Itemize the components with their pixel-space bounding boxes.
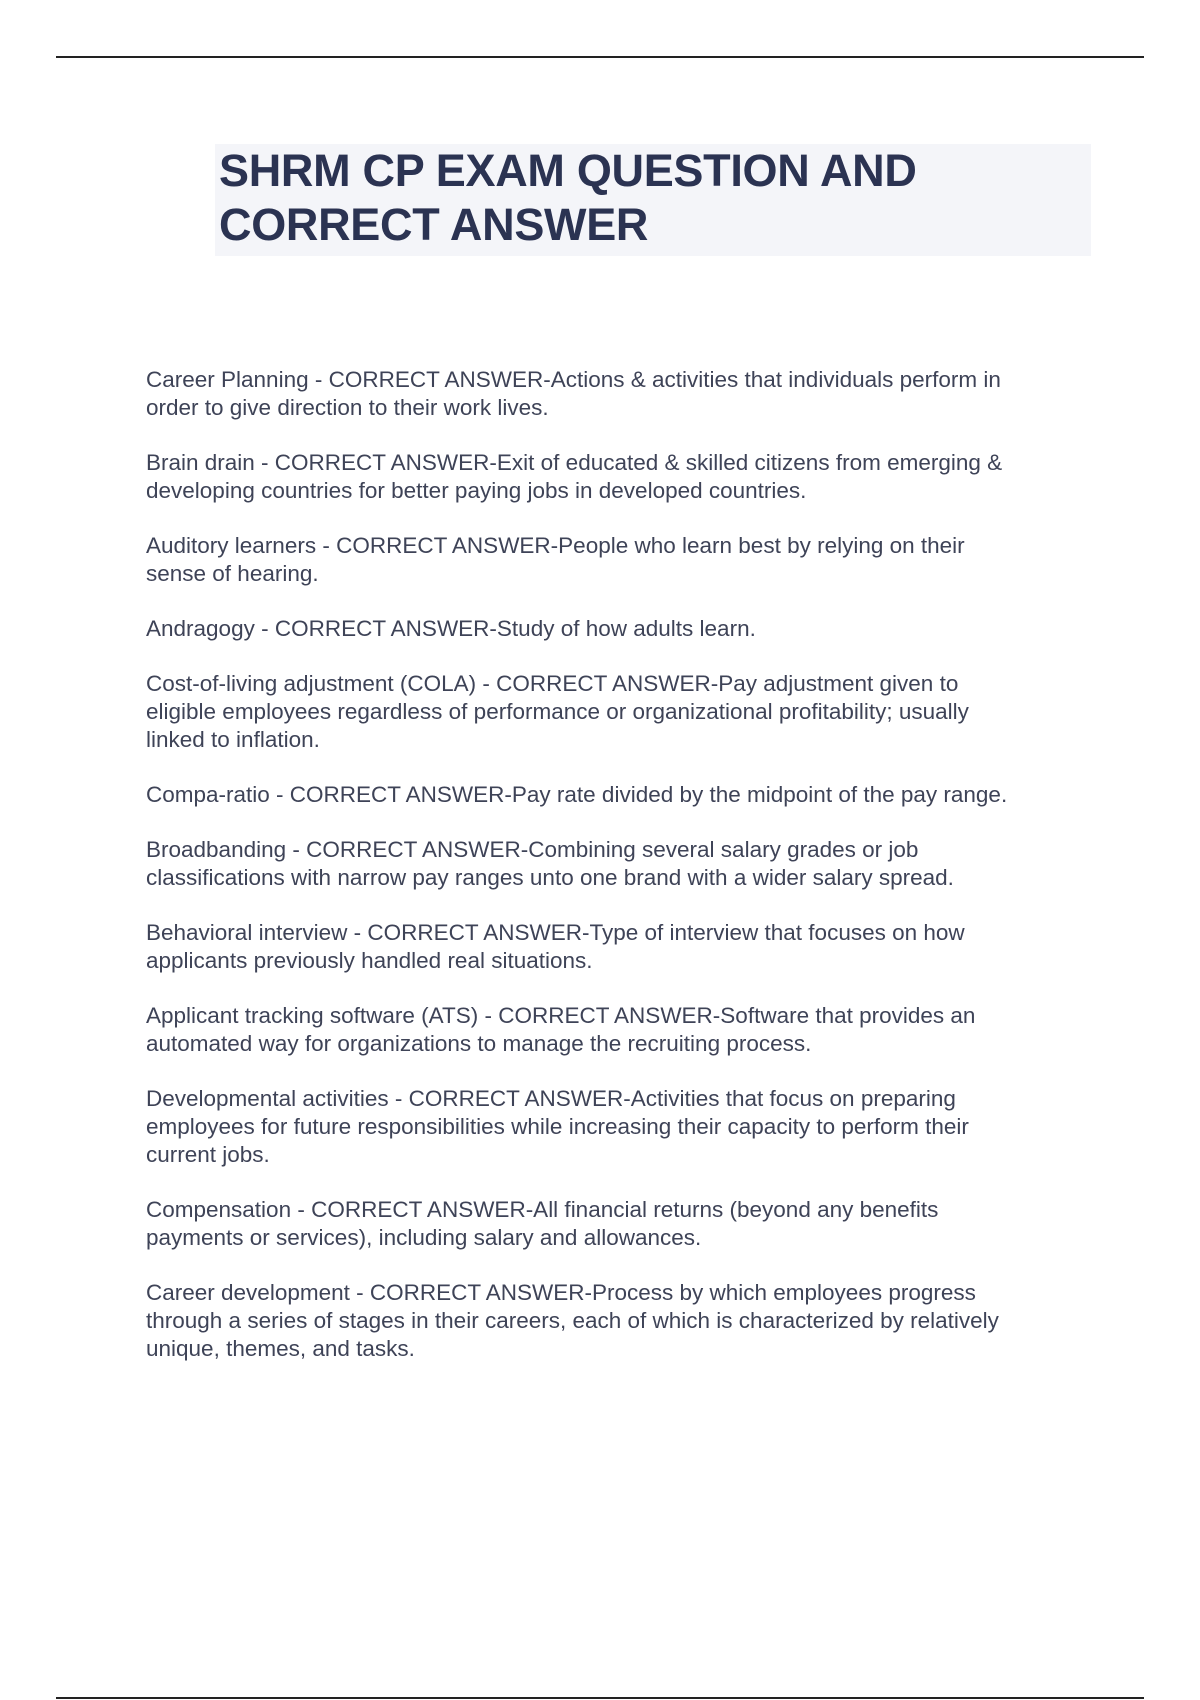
qa-line: employees for future responsibilities while increasing their capacity to perform their: [146, 1114, 969, 1139]
qa-entry: [146, 449, 1076, 505]
qa-line: unique, themes, and tasks.: [146, 1336, 415, 1361]
qa-entry: [146, 919, 1076, 975]
qa-line: applicants previously handled real situations.: [146, 948, 593, 973]
qa-line: Applicant tracking software (ATS) - CORRECT ANSWER-Software that provides an: [146, 1003, 976, 1028]
qa-entry: [146, 1196, 1076, 1252]
qa-line: Brain drain - CORRECT ANSWER-Exit of educated & skilled citizens from emerging &: [146, 450, 1003, 475]
qa-line: Andragogy - CORRECT ANSWER-Study of how adults learn.: [146, 616, 756, 641]
top-divider: [56, 56, 1144, 58]
qa-entry: [146, 781, 1076, 809]
qa-line: Cost-of-living adjustment (COLA) - CORRECT ANSWER-Pay adjustment given to: [146, 671, 959, 696]
qa-line: Career Planning - CORRECT ANSWER-Actions & activities that individuals perform in: [146, 367, 1001, 392]
qa-entry: [146, 532, 1076, 588]
qa-line: Developmental activities - CORRECT ANSWER-Activities that focus on preparing: [146, 1086, 956, 1111]
qa-line: Compensation - CORRECT ANSWER-All financial returns (beyond any benefits: [146, 1197, 939, 1222]
qa-line: Auditory learners - CORRECT ANSWER-People who learn best by relying on their: [146, 533, 965, 558]
qa-entry: [146, 836, 1076, 892]
qa-entry: [146, 670, 1076, 754]
title-banner: [215, 144, 1091, 256]
qa-line: Compa-ratio - CORRECT ANSWER-Pay rate divided by the midpoint of the pay range.: [146, 782, 1008, 807]
qa-list: [146, 366, 1076, 1390]
qa-line: current jobs.: [146, 1142, 270, 1167]
qa-entry: [146, 1279, 1076, 1363]
qa-line: Broadbanding - CORRECT ANSWER-Combining several salary grades or job: [146, 837, 919, 862]
qa-line: linked to inflation.: [146, 727, 320, 752]
qa-entry: [146, 1002, 1076, 1058]
document-title: [219, 144, 1087, 252]
qa-entry: [146, 366, 1076, 422]
qa-line: Behavioral interview - CORRECT ANSWER-Type of interview that focuses on how: [146, 920, 965, 945]
document-title-line: CORRECT ANSWER: [219, 199, 649, 250]
qa-line: through a series of stages in their careers, each of which is characterized by relatively: [146, 1308, 999, 1333]
qa-line: payments or services), including salary and allowances.: [146, 1225, 702, 1250]
qa-line: order to give direction to their work lives.: [146, 395, 549, 420]
qa-line: Career development - CORRECT ANSWER-Process by which employees progress: [146, 1280, 976, 1305]
qa-entry: [146, 1085, 1076, 1169]
bottom-divider: [56, 1697, 1144, 1699]
qa-line: sense of hearing.: [146, 561, 319, 586]
qa-line: automated way for organizations to manage the recruiting process.: [146, 1031, 812, 1056]
qa-line: classifications with narrow pay ranges unto one brand with a wider salary spread.: [146, 865, 954, 890]
document-title-line: SHRM CP EXAM QUESTION AND: [219, 145, 917, 196]
qa-entry: [146, 615, 1076, 643]
qa-line: developing countries for better paying jobs in developed countries.: [146, 478, 807, 503]
qa-line: eligible employees regardless of performance or organizational profitability; usually: [146, 699, 969, 724]
